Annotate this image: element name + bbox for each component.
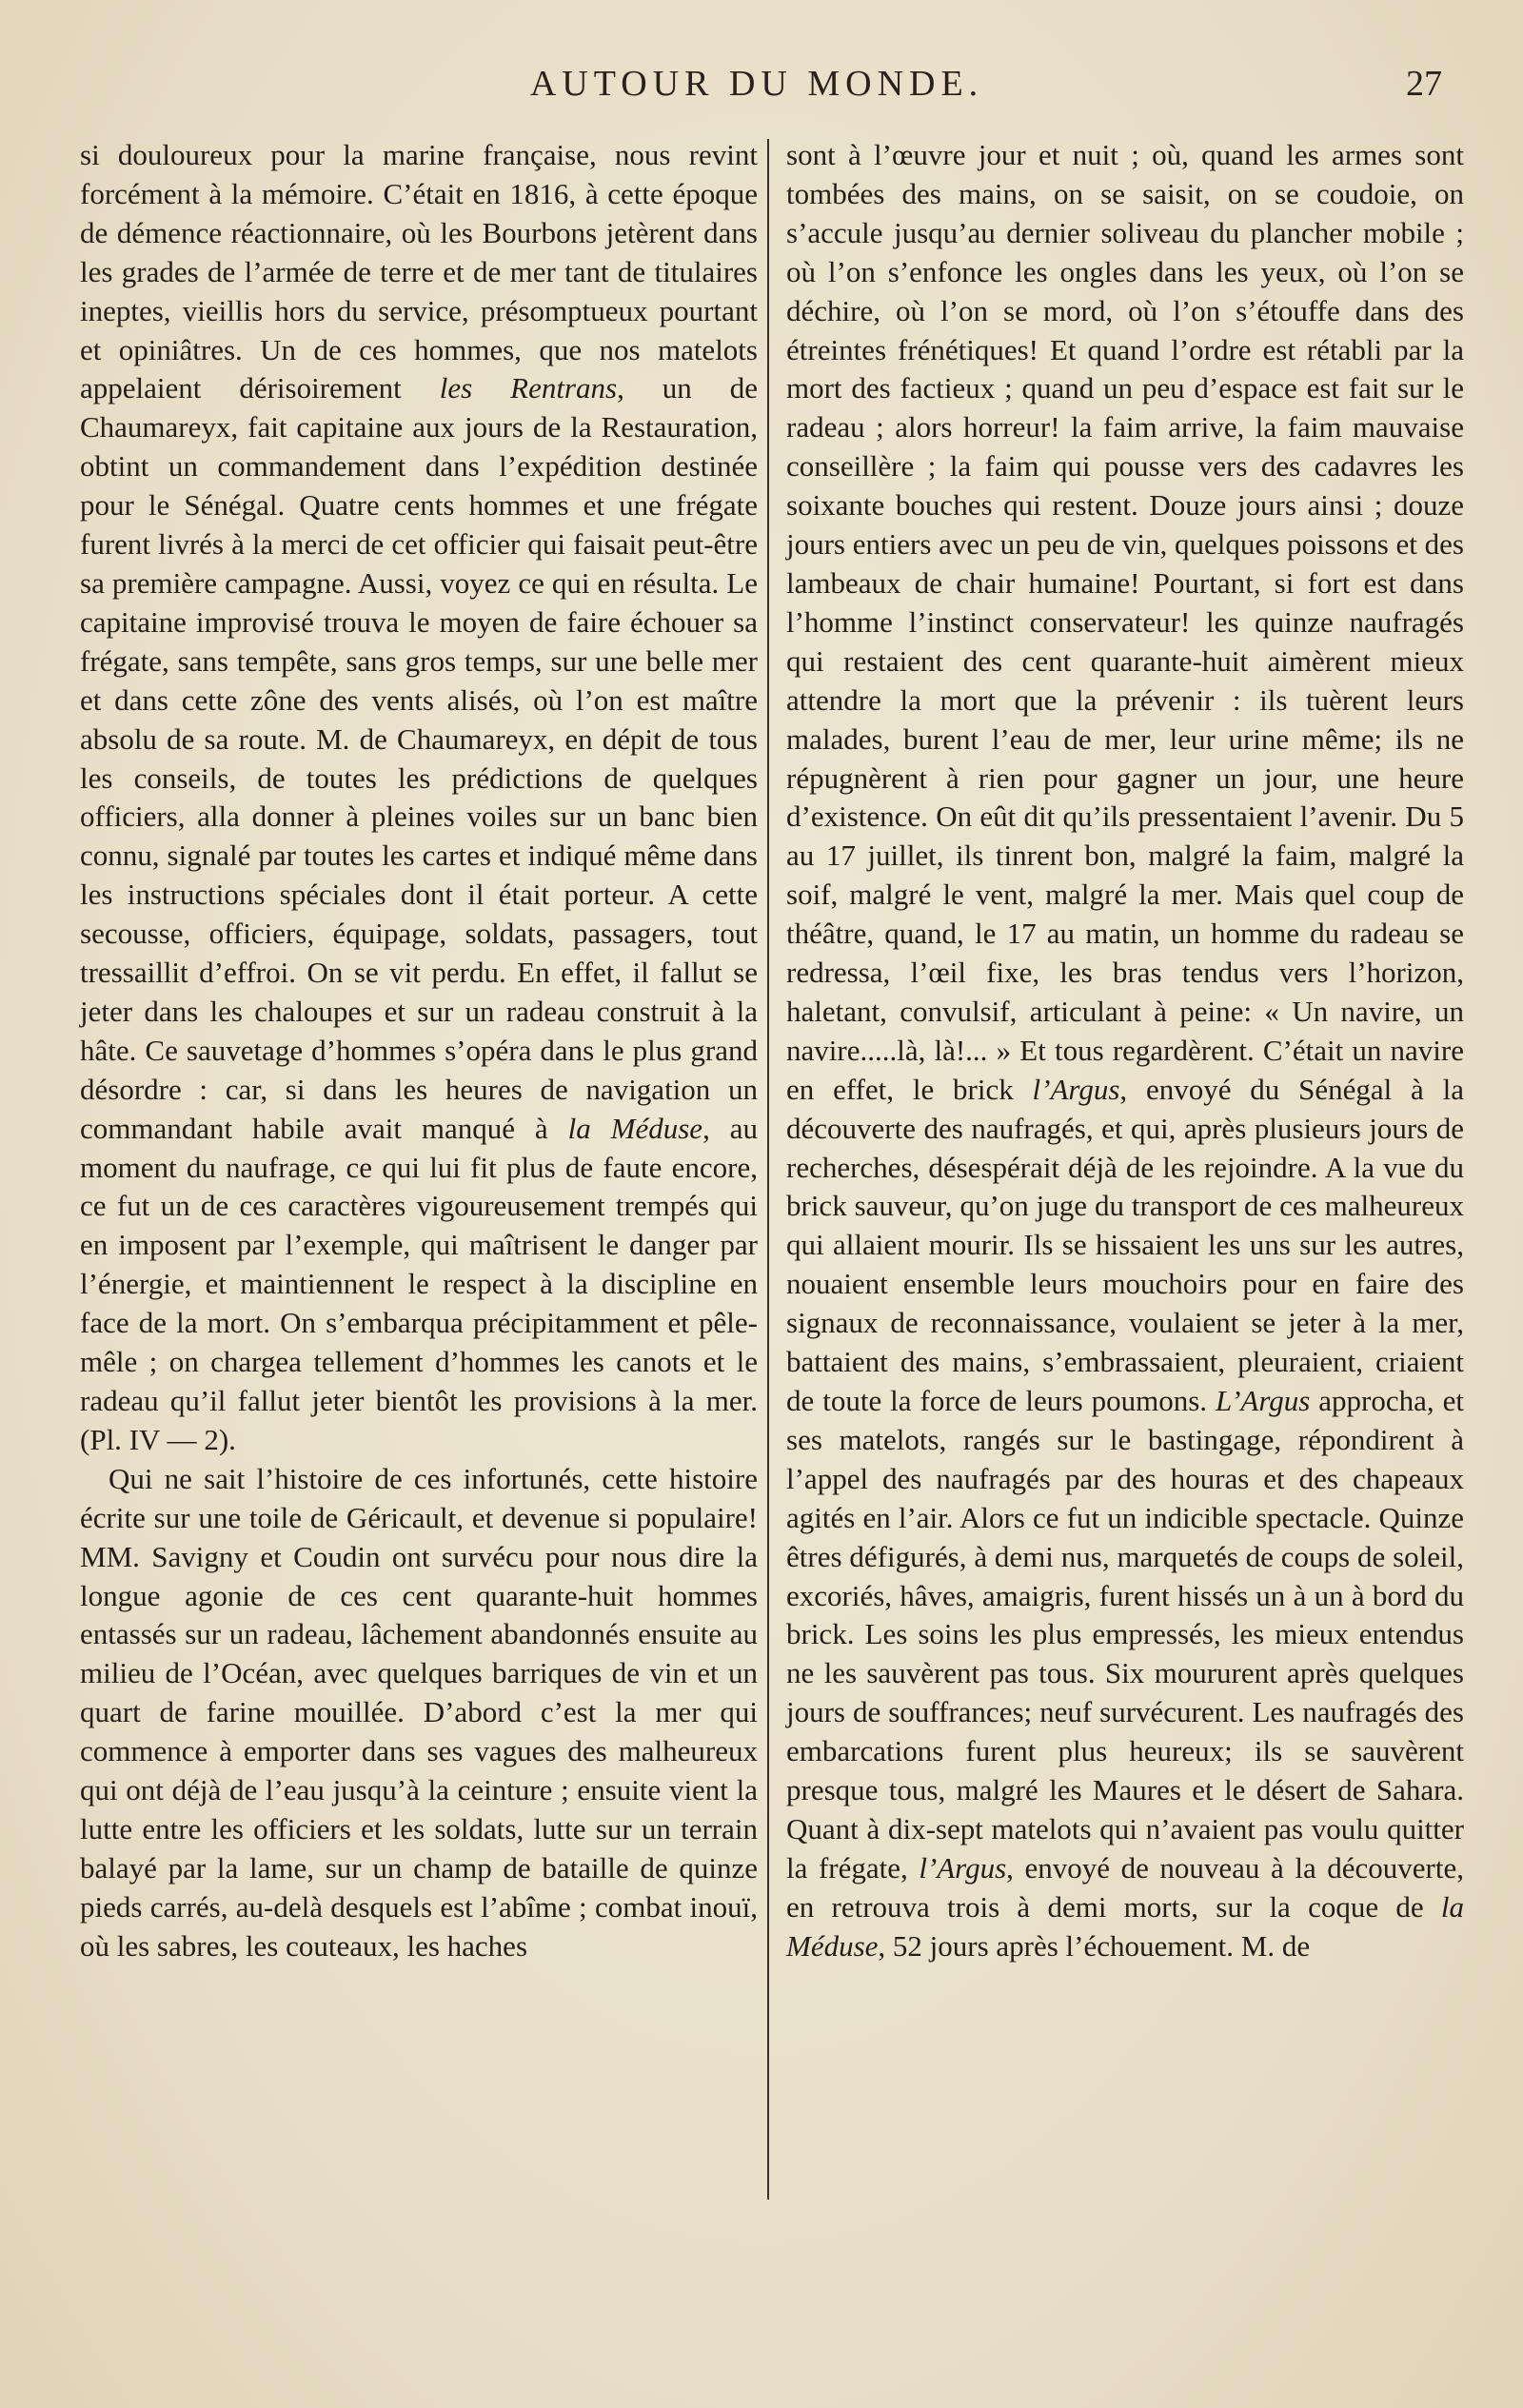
text-run: approcha, et ses matelots, rangés sur le bastingage, répondirent à l’appel des naufragés par des houras et des chapeaux agités en l’air. Alors ce fut un indicible spectacle. Quinze êtres défigurés, à demi nus, marquetés de coups de soleil, excoriés, hâves, amaigris, furent hissés un à un à bord du brick. Les soins les plus empressés, les mieux entendus ne les sauvèrent pas tous. Six moururent après quelques jours de souffrances; neuf survécurent. Les naufragés des embarcations furent plus heureux; ils se sauvèrent presque tous, malgré les Maures et le désert de Sahara. Quant à dix-sept matelots qui n’avaient pas voulu quitter la frégate, (786, 1384, 1464, 1885)
text-run: Qui ne sait l’histoire de ces infortunés, cette histoire écrite sur une toile de Géricault, et devenue si populaire! MM. Savigny et Coudin ont survécu pour nous dire la longue agonie de ces cent quarante-huit hommes entassés sur un radeau, lâchement abandonnés ensuite au milieu de l’Océan, avec quelques barriques de vin et un quart de farine mouillée. D’abord c’est la mer qui commence à emporter dans ses vagues des malheureux qui ont déjà de l’eau jusqu’à la ceinture ; ensuite vient la lutte entre les officiers et les soldats, lutte sur un terrain balayé par la lame, sur un champ de bataille de quinze pieds carrés, au-delà desquels est l’abîme ; combat inouï, où les sabres, les couteaux, les haches (80, 1461, 758, 1963)
paragraph (80, 1460, 758, 1966)
text-run: , 52 jours après l’échouement. M. de (878, 1928, 1311, 1963)
text-run: , envoyé du Sénégal à la découverte des naufragés, et qui, après plusieurs jours de recherches, désespérait déjà de les rejoindre. A la vue du brick sauveur, qu’on juge du transport de ces malheureux qui allaient mourir. Ils se hissaient les uns sur les autres, nouaient ensemble leurs mouchoirs pour en faire des signaux de reconnaissance, voulaient se jeter à la mer, battaient des mains, s’embrassaient, pleuraient, criaient de toute la force de leurs poumons. (786, 1072, 1464, 1417)
column-divider (767, 139, 769, 2200)
left-column (80, 136, 758, 1966)
paragraph (80, 136, 758, 1460)
italic-run: L’Argus (1216, 1384, 1311, 1417)
text-run: , un de Chaumareyx, fait capitaine aux jours de la Restauration, obtint un commandement dans l’expédition destinée pour le Sénégal. Quatre cents hommes et une frégate furent livrés à la merci de cet officier qui faisait peut-être sa première campagne. Aussi, voyez ce qui en résulta. Le capitaine improvisé trouva le moyen de faire échouer sa frégate, sans tempête, sans gros temps, sur une belle mer et dans cette zône des vents alisés, où l’on est maître absolu de sa route. M. de Chaumareyx, en dépit de tous les conseils, de toutes les prédictions de quelques officiers, alla donner à pleines voiles sur un banc bien connu, signalé par toutes les cartes et indiqué même dans les instructions spéciales dont il était porteur. A cette secousse, officiers, équipage, soldats, passagers, tout tressaillit d’effroi. On se vit perdu. En effet, il fallut se jeter dans les chaloupes et sur un radeau construit à la hâte. Ce sauvetage d’hommes s’opéra dans le plus grand désordre : car, si dans les heures de navigation un commandant habile avait manqué à (80, 371, 758, 1145)
italic-run: l’Argus (1032, 1072, 1120, 1106)
italic-run: les Rentrans (439, 371, 618, 405)
text-run: sont à l’œuvre jour et nuit ; où, quand les armes sont tombées des mains, on se saisit, on se coudoie, on s’accule jusqu’au dernier soliveau du plancher mobile ; où l’on s’enfonce les ongles dans les yeux, où l’on se déchire, où l’on se mord, où l’on s’étouffe dans des étreintes frénétiques! Et quand l’ordre est rétabli par la mort des factieux ; quand un peu d’espace est fait sur le radeau ; alors horreur! la faim arrive, la faim mauvaise conseillère ; la faim qui pousse vers des cadavres les soixante bouches qui restent. Douze jours ainsi ; douze jours entiers avec un peu de vin, quelques poissons et des lambeaux de chair humaine! Pourtant, si fort est dans l’homme l’instinct conservateur! les quinze naufragés qui restaient des cent quarante-huit aimèrent mieux attendre la mort que la prévenir : ils tuèrent leurs malades, burent l’eau de mer, leur urine même; ils ne répugnèrent à rien pour gagner un jour, une heure d’existence. On eût dit qu’ils pressentaient l’avenir. Du 5 au 17 juillet, ils tinrent bon, malgré la faim, malgré la soif, malgré le vent, malgré la mer. Mais quel coup de théâtre, quand, le 17 au matin, un homme du radeau se redressa, l’œil fixe, les bras tendus vers l’horizon, haletant, convulsif, articulant à peine: « Un navire, un navire.....là, là!... » Et tous regardèrent. C’était un navire en effet, le brick (786, 138, 1464, 1106)
text-run: si douloureux pour la marine française, nous revint forcément à la mémoire. C’était en 1816, à cette époque de démence réactionnaire, où les Bourbons jetèrent dans les grades de l’armée de terre et de mer tant de titulaires ineptes, vieillis hors du service, présomptueux pourtant et opiniâtres. Un de ces hommes, que nos matelots appelaient dérisoirement (80, 138, 758, 405)
paragraph (786, 136, 1464, 1966)
right-column (786, 136, 1464, 1966)
italic-run: la Méduse (567, 1111, 703, 1145)
page-header (71, 57, 1442, 114)
page-number: 27 (1406, 64, 1442, 104)
italic-run: l’Argus (919, 1850, 1007, 1885)
running-title: AUTOUR DU MONDE. (529, 64, 984, 104)
text-run: , au moment du naufrage, ce qui lui fit plus de faute encore, ce fut un de ces caractères vigoureusement trempés qui en imposent par l’exemple, qui maîtrisent le danger par l’énergie, et maintiennent le respect à la discipline en face de la mort. On s’embarqua précipitamment et pêle-mêle ; on chargea tellement d’hommes les canots et le radeau qu’il fallut jeter bientôt les provisions à la mer. (Pl. IV — 2). (80, 1111, 758, 1456)
text-run: , envoyé de nouveau à la découverte, en retrouva trois à demi morts, sur la coque de (786, 1850, 1464, 1924)
italic-run: la Méduse (786, 1889, 1464, 1963)
